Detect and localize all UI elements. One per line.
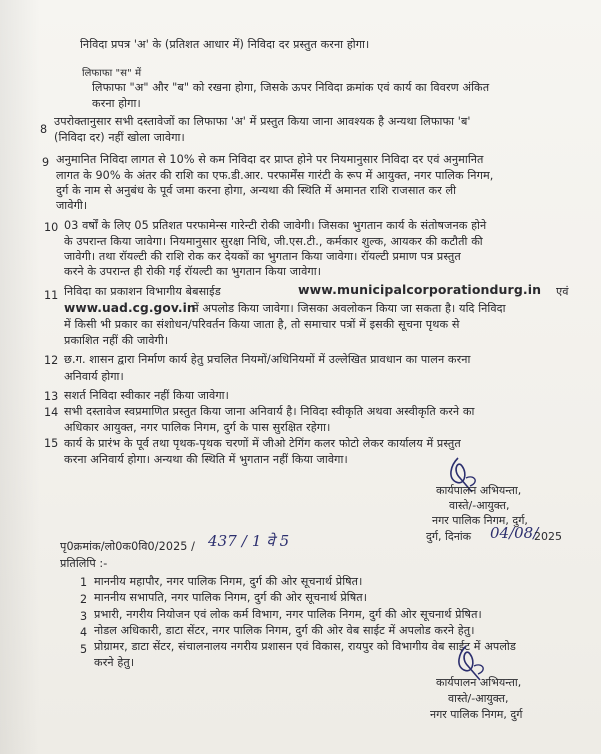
text-line: उपरोक्तानुसार सभी दस्तावेजों का लिफाफा 'अ' में प्रस्तुत किया जाना आवश्यक है अन्यथा लिफाफा 'ब' [54, 115, 471, 128]
signature-line: वास्ते/-आयुक्त, [449, 499, 510, 512]
handwritten-reference: 437 / 1 वे 5 [208, 532, 290, 550]
text-line: लागत के 90% के अंतर की राशि का एफ.डी.आर. परफार्मेंस गारंटी के रूप में आयुक्त, नगर पालिक निगम, [56, 169, 494, 182]
signature-title: कार्यपालन अभियन्ता, [436, 484, 522, 497]
text-line: करना अनिवार्य होगा। अन्यथा की स्थिति में भुगतान नहीं किया जावेगा। [64, 453, 348, 466]
copy-item: नोडल अधिकारी, डाटा सेंटर, नगर पालिक निगम, दुर्ग की ओर वेब साईट में अपलोड करने हेतु। [94, 624, 475, 637]
text-line: में अपलोड किया जावेगा। जिसका अवलोकन किया जा सकता है। यदि निविदा [192, 302, 506, 315]
text-line: करने के उपरान्त ही रोकी गई रॉयल्टी का भुगतान किया जावेगा। [64, 265, 322, 278]
text-line: में किसी भी प्रकार का संशोधन/परिवर्तन किया जाता है, तो समाचार पत्रों में इसकी सूचना पृथक से [64, 318, 460, 331]
text-line: अनिवार्य होगा। [64, 370, 124, 383]
item-number: 14 [44, 406, 59, 419]
copy-item: प्रभारी, नगरीय नियोजन एवं लोक कर्म विभाग, नगर पालिक निगम, दुर्ग की ओर सूचनार्थ प्रेषित। [94, 608, 482, 621]
item-number: 12 [44, 354, 59, 367]
text-line: छ.ग. शासन द्वारा निर्माण कार्य हेतु प्रचलित नियमों/अधिनियमों में उल्लेखित प्रावधान का पालन करना [64, 353, 471, 366]
page-fold-shadow [0, 0, 40, 754]
item-number: 13 [44, 390, 59, 403]
text-line: जावेगी। तथा रॉयल्टी की राशि रोक कर देयकों का भुगतान किया जावेगा। रॉयल्टी प्रमाण पत्र प्रस्तुत [64, 250, 461, 263]
copy-number: 2 [80, 593, 88, 606]
reference-number: पृ0क्रमांक/लो0क0वि0/2025 / [60, 540, 196, 553]
copy-number: 4 [80, 626, 88, 639]
signature-line: नगर पालिक निगम, दुर्ग [430, 708, 523, 721]
text-line: निविदा प्रपत्र 'अ' के (प्रतिशत आधार में) निविदा दर प्रस्तुत करना होगा। [80, 38, 370, 51]
copy-item: माननीय महापौर, नगर पालिक निगम, दुर्ग की ओर सूचनार्थ प्रेषित। [94, 575, 363, 588]
date-year: 2025 [534, 530, 562, 543]
copy-item: करने हेतु। [94, 656, 135, 669]
text-line: दुर्ग के नाम से अनुबंध के पूर्व जमा करना होगा, अन्यथा की स्थिति में अमानत राशि राजसात कर ली [56, 184, 457, 197]
text-line: 03 वर्षों के लिए 05 प्रतिशत परफामेन्स गारेन्टी रोकी जावेगी। जिसका भुगतान कार्य के संतोषजनक होने [64, 219, 487, 232]
signature-line: नगर पालिक निगम, दुर्ग, [432, 514, 528, 527]
text-line: करना होगा। [92, 97, 141, 110]
text-line: के उपरान्त किया जावेगा। नियमानुसार सुरक्षा निधि, जी.एस.टी., कर्मकार शुल्क, आयकर की कटौती की [64, 235, 483, 248]
text-line: अधिकार आयुक्त, नगर पालिक निगम, दुर्ग के पास सुरक्षित रहेगा। [64, 421, 331, 434]
signature-line: वास्ते/-आयुक्त, [448, 692, 509, 705]
copy-number: 3 [80, 610, 88, 623]
date-label: दुर्ग, दिनांक [426, 530, 472, 543]
text-line: एवं [556, 285, 569, 298]
text-line: निविदा का प्रकाशन विभागीय बेबसाईड [64, 285, 221, 298]
text-line: जावेगी। [56, 199, 88, 212]
item-number: 8 [40, 123, 48, 136]
copy-label: प्रतिलिपि :- [60, 557, 108, 570]
text-line: लिफाफा "अ" और "ब" को रखना होगा, जिसके ऊपर निविदा क्रमांक एवं कार्य का विवरण अंकित [92, 81, 490, 94]
copy-number: 1 [80, 576, 88, 589]
text-line: कार्य के प्रारंभ के पूर्व तथा पृथक-पृथक चरणों में जीओ टेगिंग कलर फोटो लेकर कार्यालय में प्रस्तुत [64, 437, 461, 450]
text-line: लिफाफा "स" में [82, 68, 142, 79]
website-link[interactable]: www.uad.cg.gov.in [64, 301, 196, 315]
text-line: सशर्त निविदा स्वीकार नहीं किया जावेगा। [64, 389, 230, 402]
signature-title: कार्यपालन अभियन्ता, [436, 676, 522, 689]
text-line: (निविदा दर) नहीं खोला जावेगा। [54, 131, 185, 144]
copy-number: 5 [80, 643, 88, 656]
website-link[interactable]: www.municipalcorporationdurg.in [298, 282, 542, 297]
text-line: प्रकाशित नहीं की जावेगी। [64, 334, 169, 347]
item-number: 10 [44, 221, 59, 234]
item-number: 15 [44, 437, 59, 450]
copy-item: माननीय सभापति, नगर पालिक निगम, दुर्ग की ओर सूचनार्थ प्रेषित। [94, 591, 368, 604]
text-line: अनुमानित निविदा लागत से 10% से कम निविदा दर प्राप्त होने पर नियमानुसार निविदा दर एवं अनुमानित [56, 153, 484, 166]
item-number: 9 [42, 156, 50, 169]
handwritten-date: 04/08/ [490, 524, 539, 542]
copy-item: प्रोग्रामर, डाटा सेंटर, संचालनालय नगरीय प्रशासन एवं विकास, रायपुर को विभागीय वेब साईट में अपलोड [94, 640, 517, 653]
text-line: सभी दस्तावेज स्वप्रमाणित प्रस्तुत किया जाना अनिवार्य है। निविदा स्वीकृति अथवा अस्वीकृति करने का [64, 405, 475, 418]
item-number: 11 [44, 289, 59, 302]
